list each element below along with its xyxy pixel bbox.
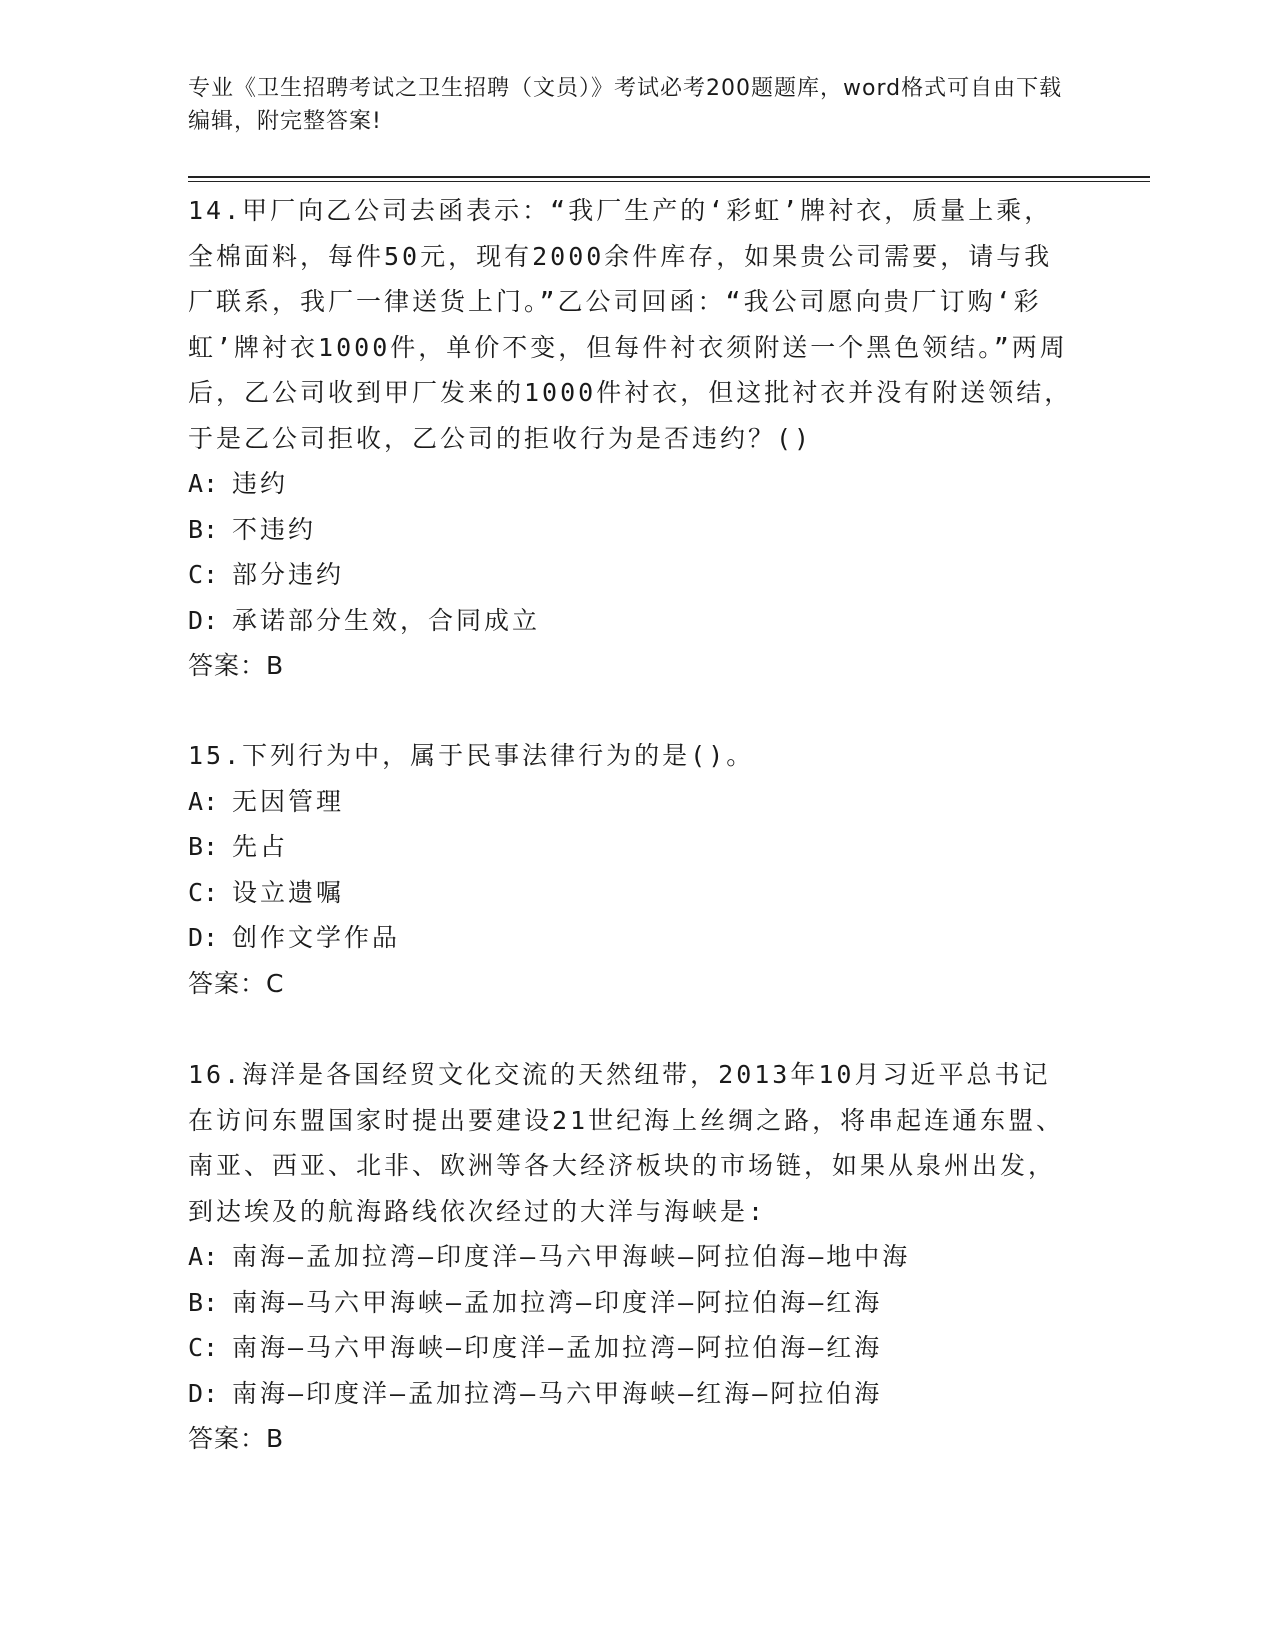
question-16 [188, 1052, 1078, 1462]
option-text: 南海—马六甲海峡—印度洋—孟加拉湾—阿拉伯海—红海 [232, 1333, 883, 1362]
option-text: 不违约 [232, 514, 317, 544]
option-letter: C: [188, 877, 219, 907]
option-letter: A: [188, 786, 219, 816]
option-d [188, 598, 1078, 644]
option-text: 设立遗嘱 [232, 877, 345, 907]
option-a [188, 461, 1078, 507]
option-b [188, 824, 1078, 870]
option-c [188, 870, 1078, 916]
option-text: 南海—印度洋—孟加拉湾—马六甲海峡—红海—阿拉伯海 [232, 1378, 883, 1408]
question-stem: 15.下列行为中，属于民事法律行为的是()。 [188, 741, 755, 770]
header-divider-thick [188, 176, 1150, 178]
option-text: 先占 [232, 832, 289, 861]
question-15 [188, 733, 1078, 1006]
option-letter: C: [188, 1333, 219, 1362]
option-d [188, 915, 1078, 961]
option-text: 违约 [232, 469, 289, 498]
option-text: 南海—孟加拉湾—印度洋—马六甲海峡—阿拉伯海—地中海 [232, 1242, 911, 1271]
question-stem: 16.海洋是各国经贸文化交流的天然纽带，2013年10月习近平总书记在访问东盟国家时提出要建设21世纪海上丝绸之路，将串起连通东盟、南亚、西亚、北非、欧洲等各大经济板块的市场链，如果从泉州出发，到达埃及的航海路线依次经过的大洋与海峡是: [188, 1060, 1065, 1226]
document-header: 专业《卫生招聘考试之卫生招聘（文员）》考试必考200题题库，word格式可自由下载编辑，附完整答案! [188, 76, 1063, 134]
option-letter: B: [188, 514, 219, 544]
option-letter: D: [188, 1378, 219, 1408]
option-a [188, 779, 1078, 825]
option-letter: B: [188, 1287, 219, 1317]
option-a [188, 1234, 1078, 1280]
option-text: 创作文学作品 [232, 923, 401, 952]
answer-line: 答案：C [188, 968, 285, 998]
option-text: 部分违约 [232, 560, 345, 589]
option-c [188, 1325, 1078, 1371]
option-text: 承诺部分生效，合同成立 [232, 605, 541, 635]
option-letter: D: [188, 923, 219, 952]
option-b [188, 507, 1078, 553]
option-letter: A: [188, 1242, 219, 1271]
option-letter: B: [188, 832, 219, 861]
option-b [188, 1280, 1078, 1326]
header-divider-thin [188, 181, 1150, 182]
option-text: 无因管理 [232, 786, 345, 816]
option-letter: C: [188, 560, 219, 589]
option-d [188, 1371, 1078, 1417]
option-c [188, 552, 1078, 598]
option-letter: D: [188, 605, 219, 635]
question-stem: 14.甲厂向乙公司去函表示：“我厂生产的‘彩虹’牌衬衣，质量上乘，全棉面料，每件50元，现有2000余件库存，如果贵公司需要，请与我厂联系，我厂一律送货上门。”乙公司回函：“我公司愿向贵厂订购‘彩虹’牌衬衣1000件，单价不变，但每件衬衣须附送一个黑色领结。”两周后，乙公司收到甲厂发来的1000件衬衣，但这批衬衣并没有附送领结，于是乙公司拒收，乙公司的拒收行为是否违约？() [188, 196, 1073, 453]
answer-line: 答案：B [188, 651, 285, 680]
option-letter: A: [188, 469, 219, 498]
answer-line: 答案：B [188, 1424, 285, 1453]
question-14 [188, 188, 1078, 689]
option-text: 南海—马六甲海峡—孟加拉湾—印度洋—阿拉伯海—红海 [232, 1287, 883, 1317]
